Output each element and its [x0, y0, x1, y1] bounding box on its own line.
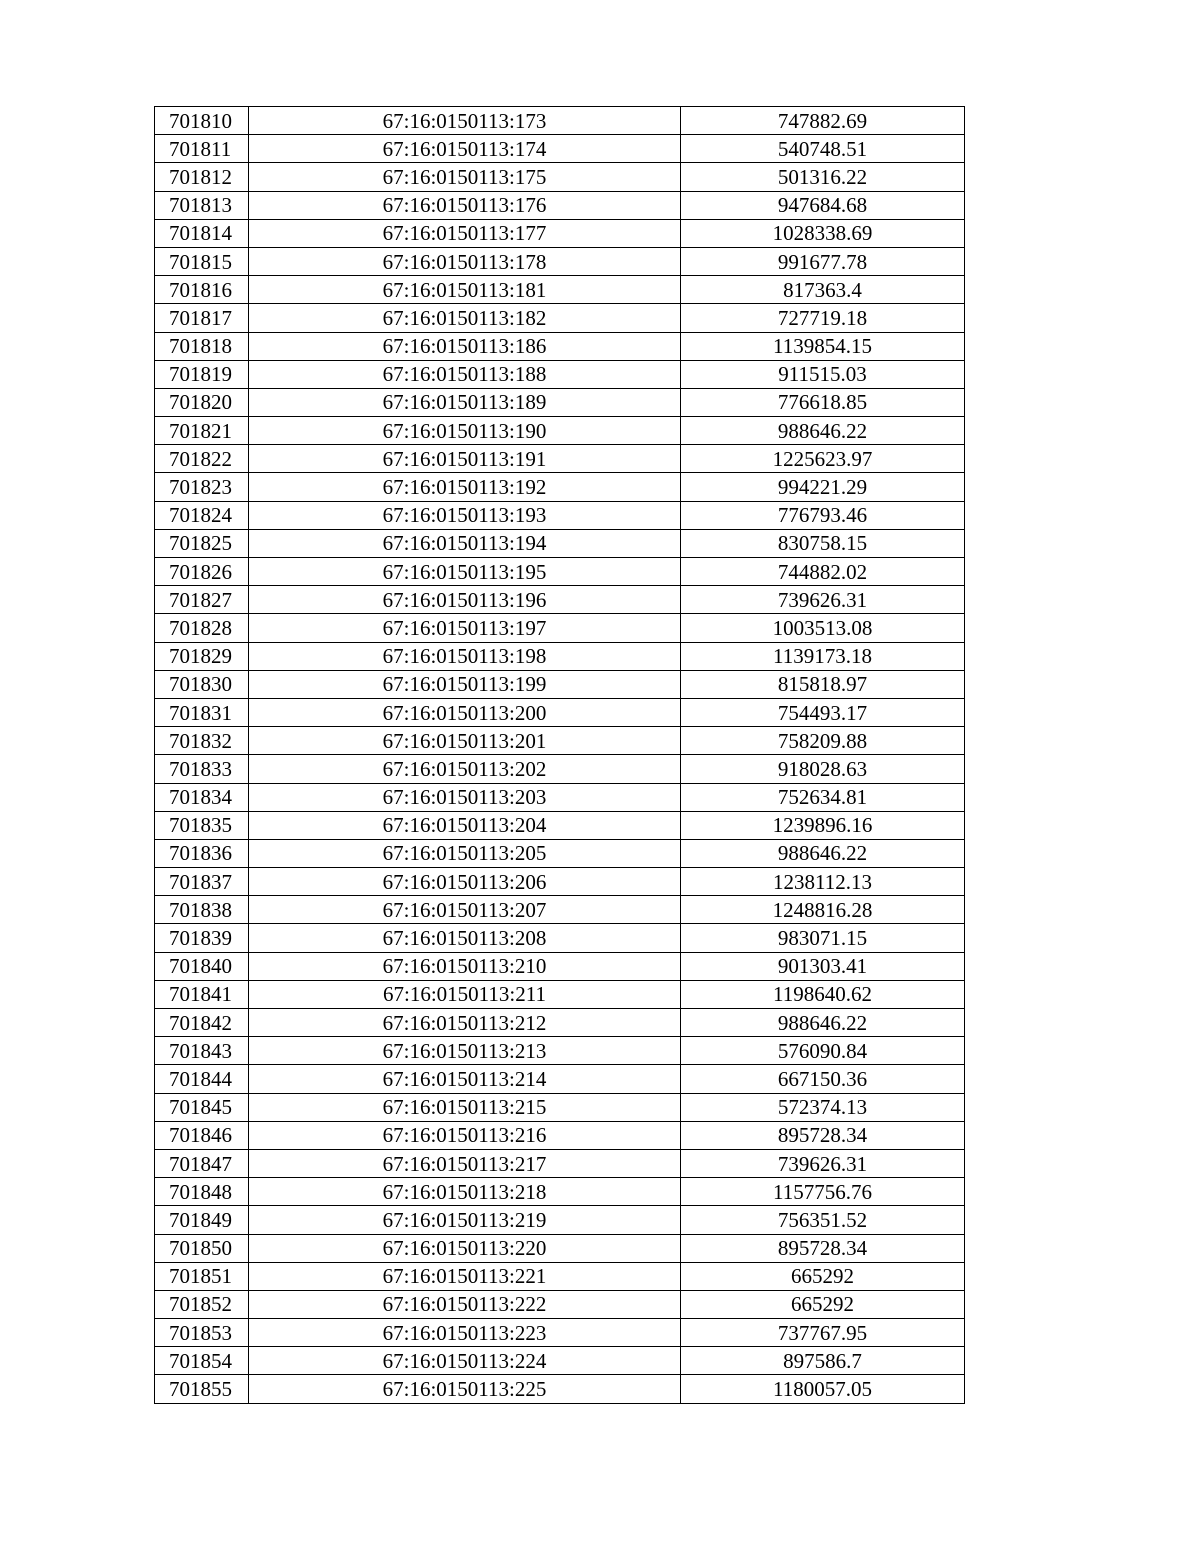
value-cell: 1239896.16	[681, 811, 965, 839]
value-cell: 776618.85	[681, 388, 965, 416]
cadastral-number-cell: 67:16:0150113:188	[249, 360, 681, 388]
row-number-cell: 701811	[155, 135, 249, 163]
table-row	[155, 1319, 965, 1347]
table-row	[155, 247, 965, 275]
value-cell: 665292	[681, 1262, 965, 1290]
table-row	[155, 839, 965, 867]
cadastral-number-cell: 67:16:0150113:193	[249, 501, 681, 529]
table-row	[155, 642, 965, 670]
value-cell: 1180057.05	[681, 1375, 965, 1403]
row-number-cell: 701846	[155, 1121, 249, 1149]
value-cell: 1139854.15	[681, 332, 965, 360]
table-row	[155, 1290, 965, 1318]
cadastral-number-cell: 67:16:0150113:211	[249, 980, 681, 1008]
row-number-cell: 701850	[155, 1234, 249, 1262]
value-cell: 747882.69	[681, 107, 965, 135]
row-number-cell: 701839	[155, 924, 249, 952]
cadastral-number-cell: 67:16:0150113:176	[249, 191, 681, 219]
table-row	[155, 417, 965, 445]
table-row	[155, 1375, 965, 1403]
row-number-cell: 701853	[155, 1319, 249, 1347]
cadastral-number-cell: 67:16:0150113:202	[249, 755, 681, 783]
row-number-cell: 701849	[155, 1206, 249, 1234]
value-cell: 947684.68	[681, 191, 965, 219]
table-row	[155, 107, 965, 135]
table-row	[155, 1149, 965, 1177]
cadastral-number-cell: 67:16:0150113:220	[249, 1234, 681, 1262]
row-number-cell: 701852	[155, 1290, 249, 1318]
cadastral-number-cell: 67:16:0150113:216	[249, 1121, 681, 1149]
cadastral-number-cell: 67:16:0150113:186	[249, 332, 681, 360]
value-cell: 918028.63	[681, 755, 965, 783]
cadastral-number-cell: 67:16:0150113:204	[249, 811, 681, 839]
cadastral-number-cell: 67:16:0150113:177	[249, 219, 681, 247]
cadastral-number-cell: 67:16:0150113:190	[249, 417, 681, 445]
value-cell: 1003513.08	[681, 614, 965, 642]
value-cell: 756351.52	[681, 1206, 965, 1234]
table-row	[155, 1234, 965, 1262]
cadastral-number-cell: 67:16:0150113:224	[249, 1347, 681, 1375]
value-cell: 911515.03	[681, 360, 965, 388]
data-table	[154, 106, 965, 1404]
value-cell: 815818.97	[681, 670, 965, 698]
row-number-cell: 701845	[155, 1093, 249, 1121]
row-number-cell: 701834	[155, 783, 249, 811]
value-cell: 817363.4	[681, 276, 965, 304]
row-number-cell: 701830	[155, 670, 249, 698]
table-row	[155, 1009, 965, 1037]
row-number-cell: 701815	[155, 247, 249, 275]
row-number-cell: 701847	[155, 1149, 249, 1177]
cadastral-number-cell: 67:16:0150113:205	[249, 839, 681, 867]
table-row	[155, 1065, 965, 1093]
table-body	[155, 107, 965, 1404]
table-row	[155, 755, 965, 783]
value-cell: 776793.46	[681, 501, 965, 529]
table-row	[155, 304, 965, 332]
row-number-cell: 701822	[155, 445, 249, 473]
value-cell: 739626.31	[681, 1149, 965, 1177]
value-cell: 1139173.18	[681, 642, 965, 670]
value-cell: 988646.22	[681, 417, 965, 445]
value-cell: 737767.95	[681, 1319, 965, 1347]
value-cell: 667150.36	[681, 1065, 965, 1093]
row-number-cell: 701826	[155, 558, 249, 586]
row-number-cell: 701829	[155, 642, 249, 670]
value-cell: 744882.02	[681, 558, 965, 586]
table-row	[155, 980, 965, 1008]
row-number-cell: 701819	[155, 360, 249, 388]
cadastral-number-cell: 67:16:0150113:175	[249, 163, 681, 191]
cadastral-number-cell: 67:16:0150113:181	[249, 276, 681, 304]
cadastral-number-cell: 67:16:0150113:201	[249, 727, 681, 755]
table-row	[155, 868, 965, 896]
cadastral-number-cell: 67:16:0150113:222	[249, 1290, 681, 1318]
table-row	[155, 727, 965, 755]
cadastral-number-cell: 67:16:0150113:192	[249, 473, 681, 501]
row-number-cell: 701832	[155, 727, 249, 755]
cadastral-number-cell: 67:16:0150113:189	[249, 388, 681, 416]
table-row	[155, 276, 965, 304]
cadastral-number-cell: 67:16:0150113:218	[249, 1178, 681, 1206]
table-row	[155, 924, 965, 952]
cadastral-number-cell: 67:16:0150113:199	[249, 670, 681, 698]
value-cell: 1198640.62	[681, 980, 965, 1008]
cadastral-number-cell: 67:16:0150113:208	[249, 924, 681, 952]
row-number-cell: 701838	[155, 896, 249, 924]
table-row	[155, 1178, 965, 1206]
cadastral-number-cell: 67:16:0150113:173	[249, 107, 681, 135]
value-cell: 739626.31	[681, 586, 965, 614]
value-cell: 897586.7	[681, 1347, 965, 1375]
value-cell: 983071.15	[681, 924, 965, 952]
row-number-cell: 701812	[155, 163, 249, 191]
table-row	[155, 670, 965, 698]
table-row	[155, 558, 965, 586]
row-number-cell: 701841	[155, 980, 249, 1008]
cadastral-number-cell: 67:16:0150113:203	[249, 783, 681, 811]
table-row	[155, 135, 965, 163]
cadastral-number-cell: 67:16:0150113:182	[249, 304, 681, 332]
table-row	[155, 1121, 965, 1149]
cadastral-number-cell: 67:16:0150113:174	[249, 135, 681, 163]
value-cell: 830758.15	[681, 529, 965, 557]
cadastral-number-cell: 67:16:0150113:225	[249, 1375, 681, 1403]
cadastral-number-cell: 67:16:0150113:178	[249, 247, 681, 275]
row-number-cell: 701851	[155, 1262, 249, 1290]
row-number-cell: 701828	[155, 614, 249, 642]
row-number-cell: 701810	[155, 107, 249, 135]
row-number-cell: 701843	[155, 1037, 249, 1065]
table-row	[155, 952, 965, 980]
table-row	[155, 332, 965, 360]
cadastral-number-cell: 67:16:0150113:194	[249, 529, 681, 557]
cadastral-number-cell: 67:16:0150113:197	[249, 614, 681, 642]
cadastral-number-cell: 67:16:0150113:206	[249, 868, 681, 896]
cadastral-number-cell: 67:16:0150113:195	[249, 558, 681, 586]
value-cell: 895728.34	[681, 1234, 965, 1262]
table-row	[155, 1262, 965, 1290]
row-number-cell: 701813	[155, 191, 249, 219]
value-cell: 754493.17	[681, 698, 965, 726]
value-cell: 540748.51	[681, 135, 965, 163]
cadastral-number-cell: 67:16:0150113:196	[249, 586, 681, 614]
table-row	[155, 1206, 965, 1234]
table-row	[155, 1093, 965, 1121]
table-row	[155, 614, 965, 642]
value-cell: 1248816.28	[681, 896, 965, 924]
value-cell: 991677.78	[681, 247, 965, 275]
row-number-cell: 701823	[155, 473, 249, 501]
cadastral-number-cell: 67:16:0150113:198	[249, 642, 681, 670]
row-number-cell: 701818	[155, 332, 249, 360]
table-row	[155, 811, 965, 839]
row-number-cell: 701840	[155, 952, 249, 980]
value-cell: 572374.13	[681, 1093, 965, 1121]
cadastral-number-cell: 67:16:0150113:191	[249, 445, 681, 473]
row-number-cell: 701837	[155, 868, 249, 896]
row-number-cell: 701820	[155, 388, 249, 416]
cadastral-number-cell: 67:16:0150113:212	[249, 1009, 681, 1037]
value-cell: 994221.29	[681, 473, 965, 501]
cadastral-number-cell: 67:16:0150113:207	[249, 896, 681, 924]
row-number-cell: 701824	[155, 501, 249, 529]
table-row	[155, 1347, 965, 1375]
cadastral-number-cell: 67:16:0150113:221	[249, 1262, 681, 1290]
table-row	[155, 783, 965, 811]
table-row	[155, 473, 965, 501]
row-number-cell: 701814	[155, 219, 249, 247]
cadastral-number-cell: 67:16:0150113:200	[249, 698, 681, 726]
row-number-cell: 701816	[155, 276, 249, 304]
row-number-cell: 701844	[155, 1065, 249, 1093]
row-number-cell: 701842	[155, 1009, 249, 1037]
row-number-cell: 701817	[155, 304, 249, 332]
value-cell: 752634.81	[681, 783, 965, 811]
row-number-cell: 701835	[155, 811, 249, 839]
table-row	[155, 388, 965, 416]
table-row	[155, 219, 965, 247]
table-row	[155, 698, 965, 726]
row-number-cell: 701831	[155, 698, 249, 726]
cadastral-number-cell: 67:16:0150113:213	[249, 1037, 681, 1065]
cadastral-number-cell: 67:16:0150113:210	[249, 952, 681, 980]
cadastral-number-cell: 67:16:0150113:215	[249, 1093, 681, 1121]
value-cell: 988646.22	[681, 1009, 965, 1037]
table-row	[155, 360, 965, 388]
row-number-cell: 701827	[155, 586, 249, 614]
value-cell: 501316.22	[681, 163, 965, 191]
row-number-cell: 701854	[155, 1347, 249, 1375]
value-cell: 665292	[681, 1290, 965, 1318]
row-number-cell: 701833	[155, 755, 249, 783]
value-cell: 576090.84	[681, 1037, 965, 1065]
table-row	[155, 191, 965, 219]
cadastral-number-cell: 67:16:0150113:217	[249, 1149, 681, 1177]
value-cell: 1028338.69	[681, 219, 965, 247]
row-number-cell: 701825	[155, 529, 249, 557]
value-cell: 727719.18	[681, 304, 965, 332]
cadastral-number-cell: 67:16:0150113:214	[249, 1065, 681, 1093]
value-cell: 895728.34	[681, 1121, 965, 1149]
row-number-cell: 701821	[155, 417, 249, 445]
table-row	[155, 163, 965, 191]
table-row	[155, 445, 965, 473]
cadastral-number-cell: 67:16:0150113:223	[249, 1319, 681, 1347]
table-row	[155, 1037, 965, 1065]
value-cell: 1238112.13	[681, 868, 965, 896]
value-cell: 1225623.97	[681, 445, 965, 473]
table-row	[155, 896, 965, 924]
table-row	[155, 529, 965, 557]
cadastral-number-cell: 67:16:0150113:219	[249, 1206, 681, 1234]
row-number-cell: 701836	[155, 839, 249, 867]
table-row	[155, 501, 965, 529]
row-number-cell: 701855	[155, 1375, 249, 1403]
row-number-cell: 701848	[155, 1178, 249, 1206]
value-cell: 988646.22	[681, 839, 965, 867]
table-row	[155, 586, 965, 614]
value-cell: 901303.41	[681, 952, 965, 980]
value-cell: 1157756.76	[681, 1178, 965, 1206]
value-cell: 758209.88	[681, 727, 965, 755]
